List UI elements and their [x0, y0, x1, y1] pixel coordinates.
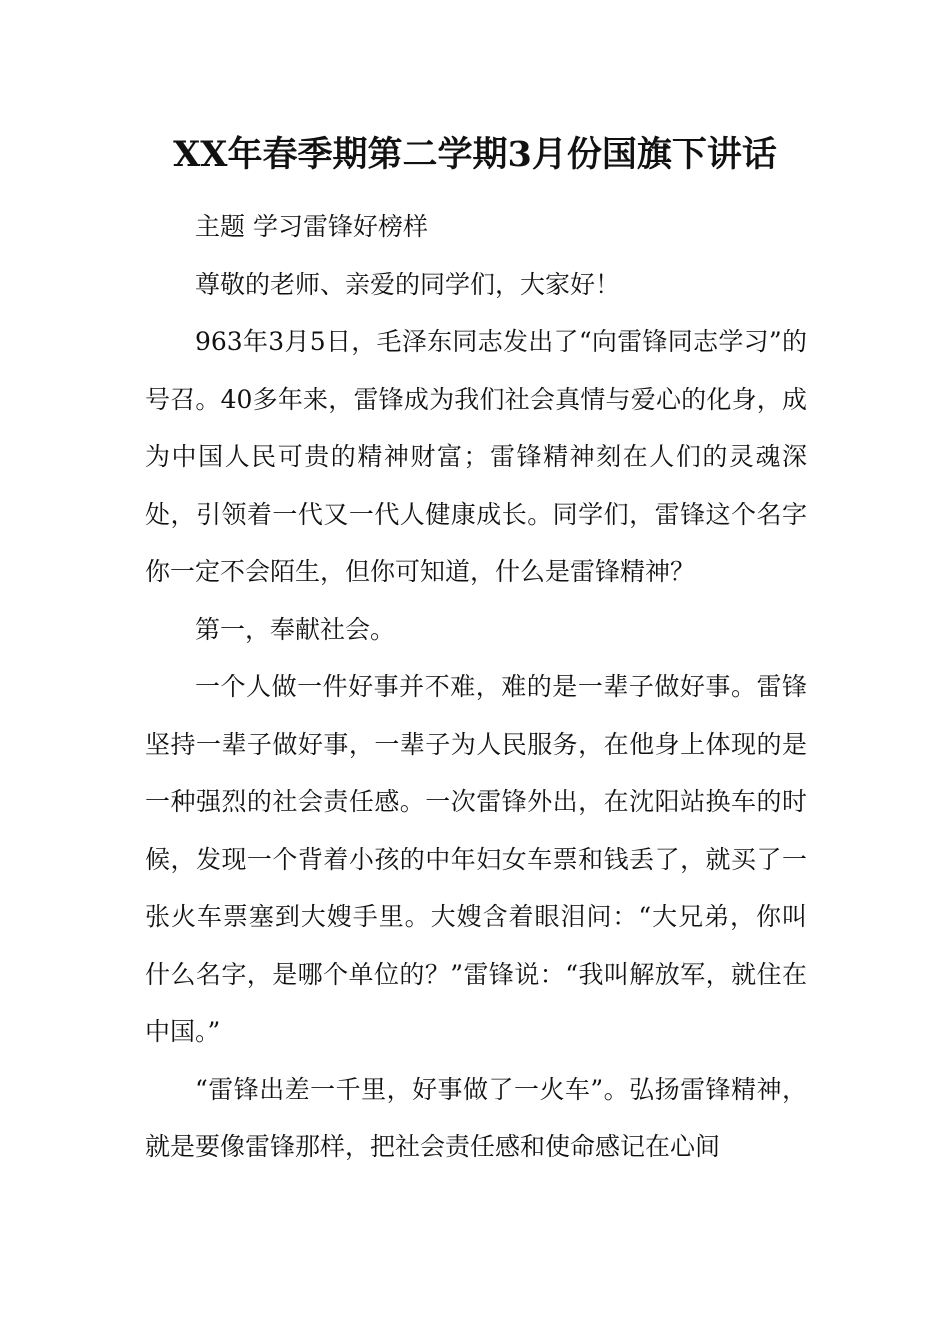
paragraph-heading-first: 第一，奉献社会。 [195, 614, 396, 644]
paragraph-story: 一个人做一件好事并不难，难的是一辈子做好事。雷锋坚持一辈子做好事，一辈子为人民服务，在他身上体现的是一种强烈的社会责任感。一次雷锋外出，在沈阳站换车的时候，发现一个背着小孩的中年妇女车票和钱丢了，就买了一张火车票塞到大嫂手里。大嫂含着眼泪问：“大兄弟，你叫什么名字，是哪个单位的？”雷锋说：“我叫解放军，就住在中国。” [145, 672, 807, 1046]
paragraph-conclusion: “雷锋出差一千里，好事做了一火车”。弘扬雷锋精神，就是要像雷锋那样，把社会责任感和使命感记在心间 [145, 1074, 807, 1161]
paragraph-greeting: 尊敬的老师、亲爱的同学们，大家好！ [195, 269, 621, 299]
document-title: XX年春季期第二学期3月份国旗下讲话 [173, 134, 777, 175]
paragraph-intro: 963年3月5日，毛泽东同志发出了“向雷锋同志学习”的号召。40多年来，雷锋成为我们社会真情与爱心的化身，成为中国人民可贵的精神财富；雷锋精神刻在人们的灵魂深处，引领着一代又一代人健康成长。同学们，雷锋这个名字你一定不会陌生，但你可知道，什么是雷锋精神？ [145, 327, 807, 586]
document-body [145, 198, 807, 1176]
paragraph-theme: 主题 学习雷锋好榜样 [195, 212, 428, 241]
